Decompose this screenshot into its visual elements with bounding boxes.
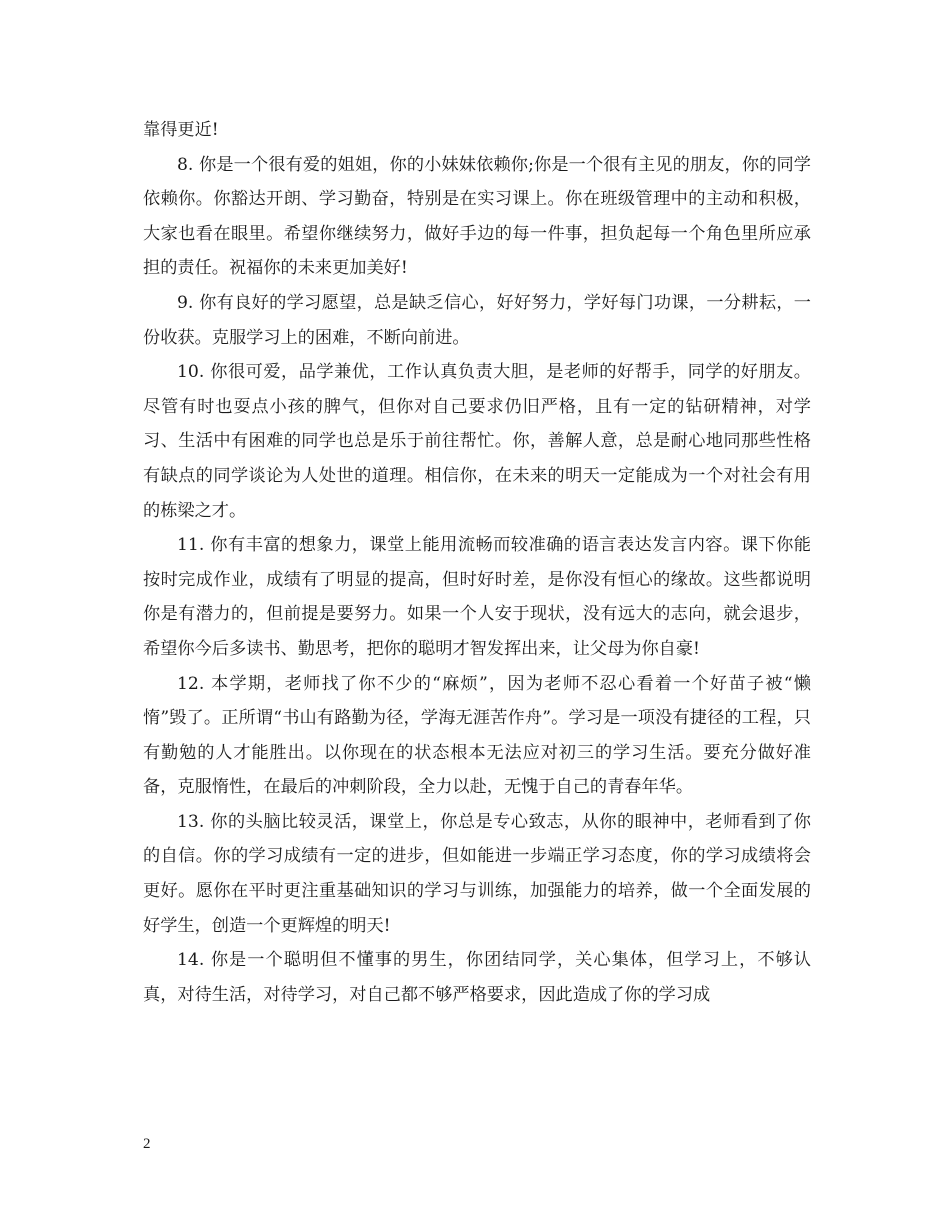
paragraph-item-9: 9. 你有良好的学习愿望，总是缺乏信心，好好努力，学好每门功课，一分耕耘，一份收获。克服学习上的困难，不断向前进。	[143, 292, 811, 348]
paragraph-item-14: 14. 你是一个聪明但不懂事的男生，你团结同学，关心集体，但学习上，不够认真，对待生活，对待学习，对自己都不够严格要求，因此造成了你的学习成	[143, 950, 811, 1005]
paragraph-item-13: 13. 你的头脑比较灵活，课堂上，你总是专心致志，从你的眼神中，老师看到了你的自信。你的学习成绩有一定的进步，但如能进一步端正学习态度，你的学习成绩将会更好。愿你在平时更注重基础知识的学习与训练，加强能力的培养，做一个全面发展的好学生，创造一个更辉煌的明天!	[143, 811, 811, 936]
document-body	[143, 113, 811, 1012]
paragraph-item-8: 8. 你是一个很有爱的姐姐，你的小妹妹依赖你;你是一个很有主见的朋友，你的同学依赖你。你豁达开朗、学习勤奋，特别是在实习课上。你在班级管理中的主动和积极，大家也看在眼里。希望你继续努力，做好手边的每一件事，担负起每一个角色里所应承担的责任。祝福你的未来更加美好!	[143, 154, 811, 279]
paragraph-continuation: 靠得更近!	[143, 120, 219, 140]
paragraph-item-11: 11. 你有丰富的想象力，课堂上能用流畅而较准确的语言表达发言内容。课下你能按时完成作业，成绩有了明显的提高，但时好时差，是你没有恒心的缘故。这些都说明你是有潜力的，但前提是要努力。如果一个人安于现状，没有远大的志向，就会退步，希望你今后多读书、勤思考，把你的聪明才智发挥出来，让父母为你自豪!	[143, 535, 811, 659]
paragraph-item-10: 10. 你很可爱，品学兼优，工作认真负责大胆，是老师的好帮手，同学的好朋友。尽管有时也耍点小孩的脾气，但你对自己要求仍旧严格，且有一定的钻研精神，对学习、生活中有困难的同学也总是乐于前往帮忙。你，善解人意，总是耐心地同那些性格有缺点的同学谈论为人处世的道理。相信你，在未来的明天一定能成为一个对社会有用的栋梁之才。	[143, 362, 811, 521]
paragraph-item-12: 12. 本学期，老师找了你不少的“麻烦”，因为老师不忍心看着一个好苗子被“懒惰”毁了。正所谓“书山有路勤为径，学海无涯苦作舟”。学习是一项没有捷径的工程，只有勤勉的人才能胜出。以你现在的状态根本无法应对初三的学习生活。要充分做好准备，克服惰性，在最后的冲刺阶段，全力以赴，无愧于自己的青春年华。	[143, 673, 811, 798]
page-number: 2	[143, 1136, 151, 1152]
